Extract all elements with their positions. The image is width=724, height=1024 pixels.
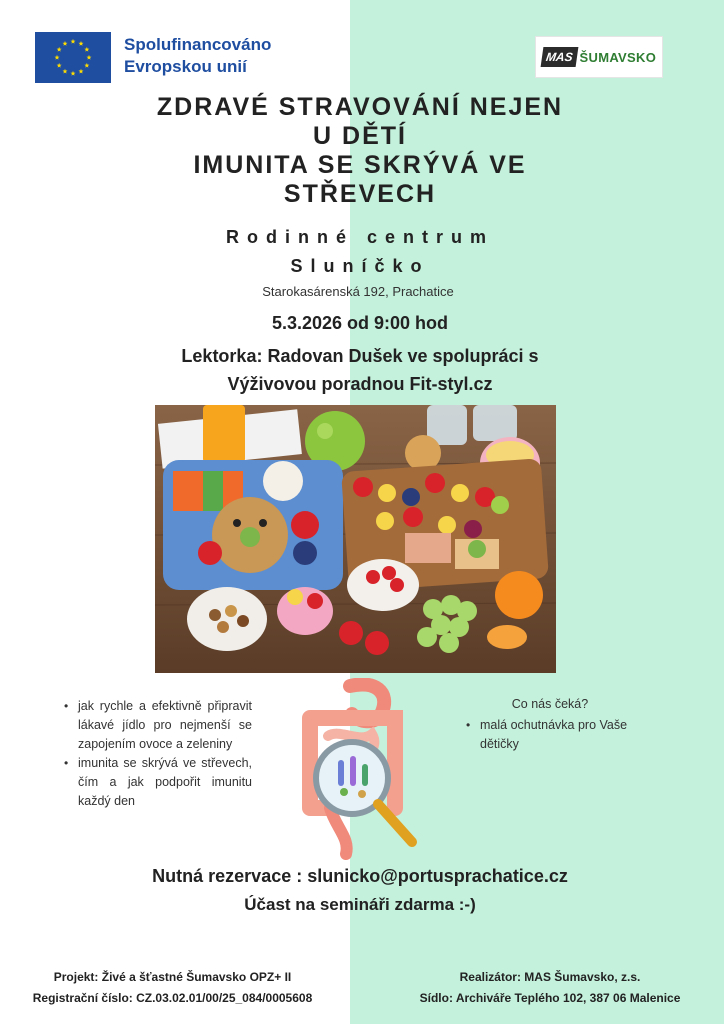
venue-name	[150, 223, 570, 281]
program-list-left	[60, 697, 252, 811]
event-lecturer	[120, 342, 600, 398]
page-title	[130, 93, 590, 209]
eu-star	[84, 47, 89, 52]
eu-star	[71, 39, 76, 44]
lecturer-line-2: Výživovou poradnou Fit-styl.cz	[227, 374, 493, 394]
eu-text-line1: Spolufinancováno	[124, 35, 272, 54]
footer-project: Projekt: Živé a šťastné Šumavsko OPZ+ II	[53, 970, 292, 984]
footer-implementer-info	[380, 967, 720, 1009]
venue-line-1: Rodinné centrum	[225, 227, 494, 247]
lecturer-line-1: Lektorka: Radovan Dušek ve spolupráci s	[181, 346, 539, 366]
title-line-4: STŘEVECH	[283, 180, 437, 208]
eu-star	[55, 55, 60, 60]
intestine-icon	[280, 678, 430, 860]
event-datetime: 5.3.2026 od 9:00 hod	[271, 313, 449, 333]
title-line-2: U DĚTÍ	[313, 122, 407, 150]
eu-cofinancing-text	[124, 34, 271, 78]
reservation-info: Nutná rezervace : slunicko@portusprachatice.cz	[152, 866, 568, 886]
eu-star	[63, 69, 68, 74]
intestine-magnifier-illustration	[280, 678, 430, 860]
title-line-3: IMUNITA SE SKRÝVÁ VE	[193, 151, 527, 179]
eu-text-line2: Evropskou unií	[124, 57, 247, 76]
healthy-food-photo	[155, 405, 556, 673]
eu-star	[79, 41, 84, 46]
free-participation-info: Účast na semináři zdarma :-)	[244, 895, 476, 914]
mas-sumavsko-logo	[535, 36, 663, 78]
list-item: • malá ochutnávka pro Vaše dětičky	[462, 716, 632, 754]
list-item: • imunita se skrývá ve střevech, čím a jak podpořit imunitu každý den	[60, 754, 252, 811]
eu-flag-logo	[35, 32, 111, 83]
eu-star	[84, 63, 89, 68]
food-illustration	[155, 405, 556, 673]
eu-star	[71, 71, 76, 76]
mas-logo-name: ŠUMAVSKO	[579, 49, 657, 65]
eu-star	[57, 63, 62, 68]
mas-logo-mas: MAS	[540, 47, 577, 67]
footer-project-info	[10, 967, 335, 1009]
title-line-1: ZDRAVÉ STRAVOVÁNÍ NEJEN	[156, 93, 564, 121]
eu-stars-icon	[35, 32, 111, 83]
footer-implementer: Realizátor: MAS Šumavsko, z.s.	[459, 970, 641, 984]
eu-star	[57, 47, 62, 52]
eu-star	[79, 69, 84, 74]
footer-seat: Sídlo: Archiváře Teplého 102, 387 06 Malenice	[419, 991, 681, 1005]
eu-star	[87, 55, 92, 60]
eu-star	[63, 41, 68, 46]
program-list-right	[462, 716, 632, 754]
venue-address: Starokasárenská 192, Prachatice	[262, 284, 454, 299]
footer-registration: Registrační číslo: CZ.03.02.01/00/25_084/0005608	[32, 991, 313, 1005]
venue-line-2: Sluníčko	[290, 256, 430, 276]
list-item: • jak rychle a efektivně připravit lákavé jídlo pro nejmenší se zapojením ovoce a zeleniny	[60, 697, 252, 754]
program-right-title: Co nás čeká?	[511, 697, 589, 711]
